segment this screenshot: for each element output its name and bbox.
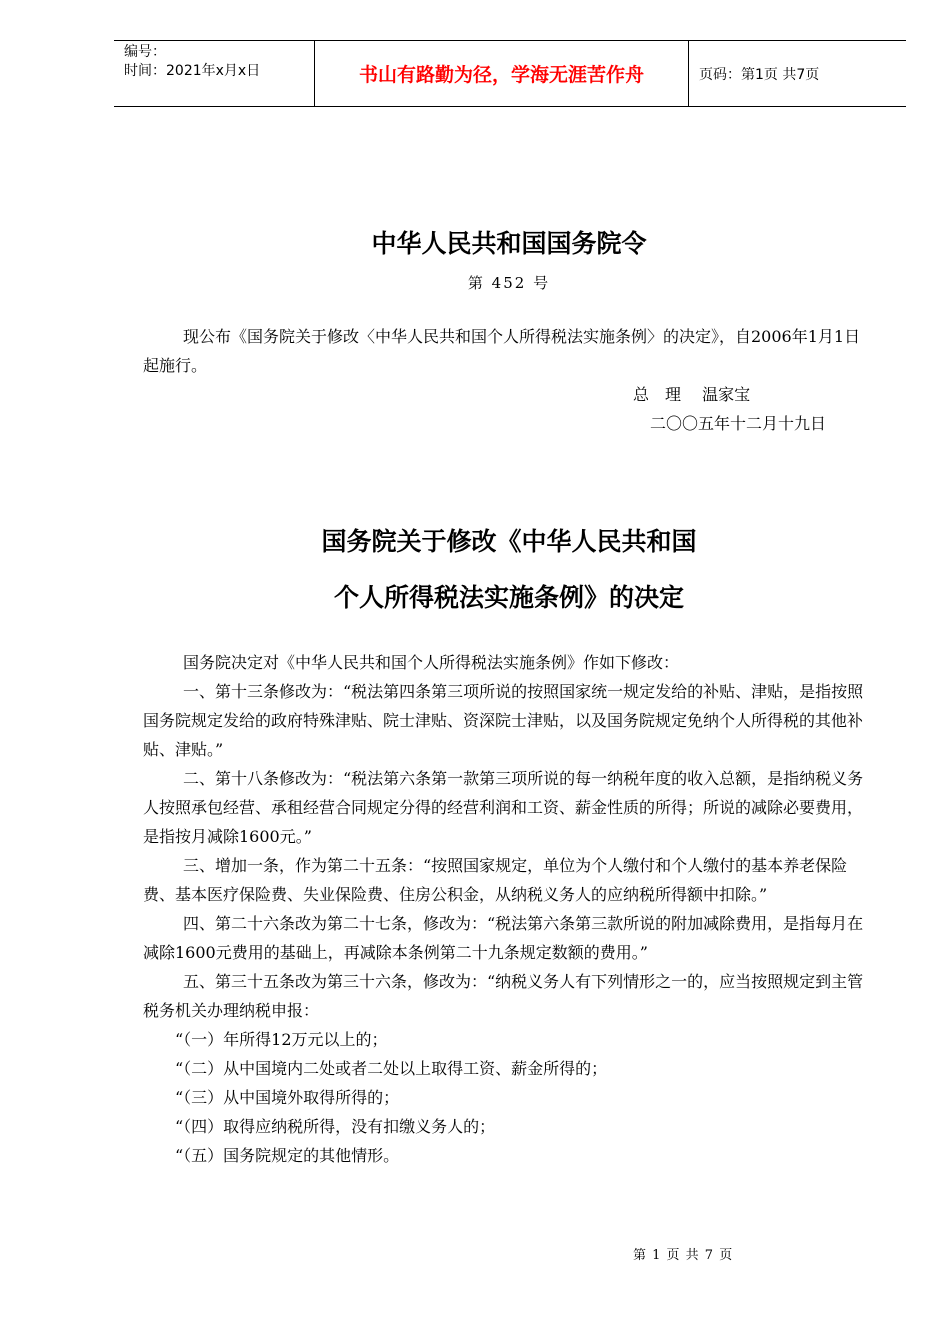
- list-item: “（二）从中国境内二处或者二处以上取得工资、薪金所得的；: [175, 1059, 608, 1078]
- decision-title-line2: 个人所得税法实施条例》的决定: [333, 583, 684, 612]
- number-label: 编号：: [124, 44, 166, 60]
- list-item: “（一）年所得12万元以上的；: [175, 1030, 388, 1049]
- document-header: [114, 40, 906, 107]
- decision-body: [143, 648, 873, 1170]
- decision-intro: 国务院决定对《中华人民共和国个人所得税法实施条例》作如下修改：: [183, 653, 680, 672]
- header-slogan: 书山有路勤为径，学海无涯苦作舟: [315, 41, 689, 106]
- list-item: “（五）国务院规定的其他情形。: [175, 1146, 400, 1165]
- list-item: “（三）从中国境外取得所得的；: [175, 1088, 400, 1107]
- page-footer: 第 1 页 共 7 页: [633, 1248, 734, 1263]
- header-page-info: 页码：第1页 共7页: [699, 66, 820, 83]
- amendment-2: 二、第十八条修改为：“税法第六条第一款第三项所说的每一纳税年度的收入总额，是指纳税义务人按照承包经营、承租经营合同规定分得的经营利润和工资、薪金性质的所得；所说的减除必要费用，是指按月减除1600元。”: [143, 769, 864, 846]
- decree-number: 第 452 号: [467, 274, 551, 292]
- decree-date: 二〇〇五年十二月十九日: [650, 414, 827, 433]
- decree-signer: 总 理 温家宝: [633, 385, 751, 404]
- amendment-4: 四、第二十六条改为第二十七条，修改为：“税法第六条第三款所说的附加减除费用，是指每月在减除1600元费用的基础上，再减除本条例第二十九条规定数额的费用。”: [143, 914, 864, 962]
- amendment-1: 一、第十三条修改为：“税法第四条第三项所说的按照国家统一规定发给的补贴、津贴，是指按照国务院规定发给的政府特殊津贴、院士津贴、资深院士津贴，以及国务院规定免纳个人所得税的其他补贴、津贴。”: [143, 682, 864, 759]
- decision-title-line1: 国务院关于修改《中华人民共和国: [321, 527, 697, 556]
- decree-title: 中华人民共和国国务院令: [371, 229, 647, 258]
- header-meta: [114, 41, 315, 106]
- amendment-3: 三、增加一条，作为第二十五条：“按照国家规定，单位为个人缴付和个人缴付的基本养老保险费、基本医疗保险费、失业保险费、住房公积金，从纳税义务人的应纳税所得额中扣除。”: [143, 856, 848, 904]
- list-item: “（四）取得应纳税所得，没有扣缴义务人的；: [175, 1117, 496, 1136]
- amendment-5: 五、第三十五条改为第三十六条，修改为：“纳税义务人有下列情形之一的，应当按照规定到主管税务机关办理纳税申报：: [143, 972, 864, 1020]
- decree-text: 现公布《国务院关于修改〈中华人民共和国个人所得税法实施条例〉的决定》，自2006年1月1日起施行。: [143, 327, 861, 375]
- time-label: 时间：2021年x月x日: [124, 63, 261, 79]
- decree-body: [143, 322, 873, 380]
